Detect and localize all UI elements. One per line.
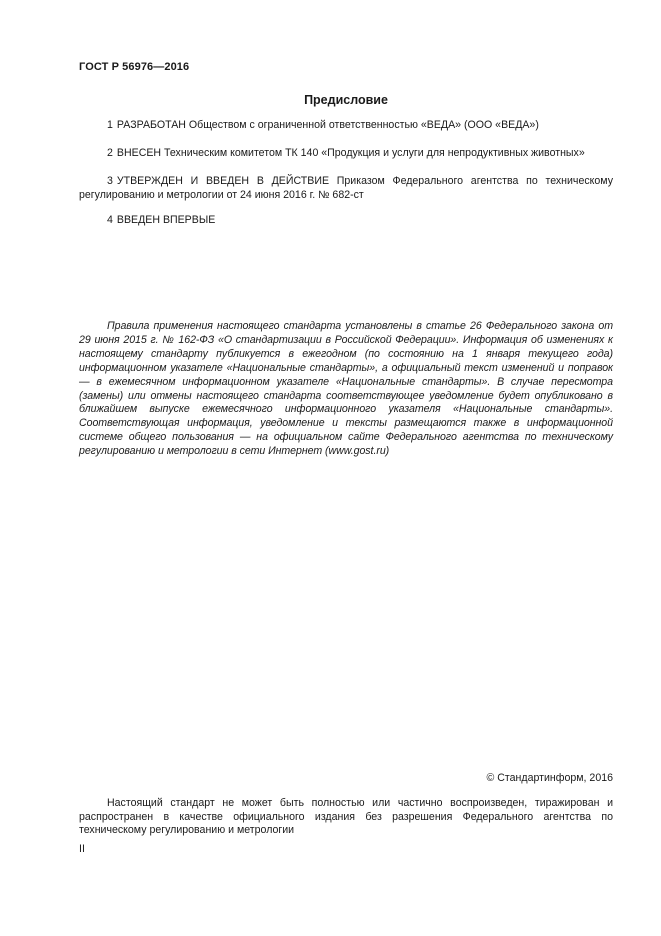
item-text: Приказом Федерального агентства по техническому регулированию и метрологии от 24 июня 2016 г. № 682-ст	[79, 175, 613, 201]
page-title: Предисловие	[304, 93, 388, 107]
item-keyword: ВВЕДЕН ВПЕРВЫЕ	[116, 214, 216, 226]
application-rules-notice: Правила применения настоящего стандарта установлены в статье 26 Федерального закона от 29 июня 2015 г. № 162-ФЗ «О стандартизации в Российской Федерации». Информация об изменениях к настоящему стандарту публикуется в ежегодном (по состоянию на 1 января текущего года) информационном указателе «Национальные стандарты», а официальный текст изменений и поправок — в ежемесячном информационном указателе «Национальные стандарты». В случае пересмотра (замены) или отмены настоящего стандарта соответствующее уведомление будет опубликовано в ближайшем выпуске ежемесячного информационного указателя «Национальные стандарты». Соответствующая информация, уведомление и тексты размещаются также в информационной системе общего пользования — на официальном сайте Федерального агентства по техническому регулированию и метрологии в сети Интернет (www.gost.ru)	[79, 320, 613, 458]
item-number: 2	[107, 147, 113, 159]
item-keyword: УТВЕРЖДЕН И ВВЕДЕН В ДЕЙСТВИЕ	[116, 175, 330, 187]
foreword-item-1	[79, 119, 613, 133]
foreword-item-4	[79, 214, 613, 228]
item-number: 4	[107, 214, 113, 226]
reproduction-restriction: Настоящий стандарт не может быть полностью или частично воспроизведен, тиражирован и распространен в качестве официального издания без разрешения Федерального агентства по техническому регулированию и метрологии	[79, 797, 613, 837]
item-text: Обществом с ограниченной ответственностью «ВЕДА» (ООО «ВЕДА»)	[188, 119, 539, 131]
item-number: 1	[107, 119, 113, 131]
item-keyword: ВНЕСЕН	[116, 147, 162, 159]
item-keyword: РАЗРАБОТАН	[116, 119, 186, 131]
foreword-item-2	[79, 147, 613, 161]
item-text: Техническим комитетом ТК 140 «Продукция и услуги для непродуктивных животных»	[164, 147, 585, 159]
page-number: II	[79, 843, 85, 855]
document-code: ГОСТ Р 56976—2016	[79, 61, 190, 73]
foreword-item-3	[79, 175, 613, 202]
copyright-notice: © Стандартинформ, 2016	[486, 772, 613, 784]
item-number: 3	[107, 175, 113, 187]
